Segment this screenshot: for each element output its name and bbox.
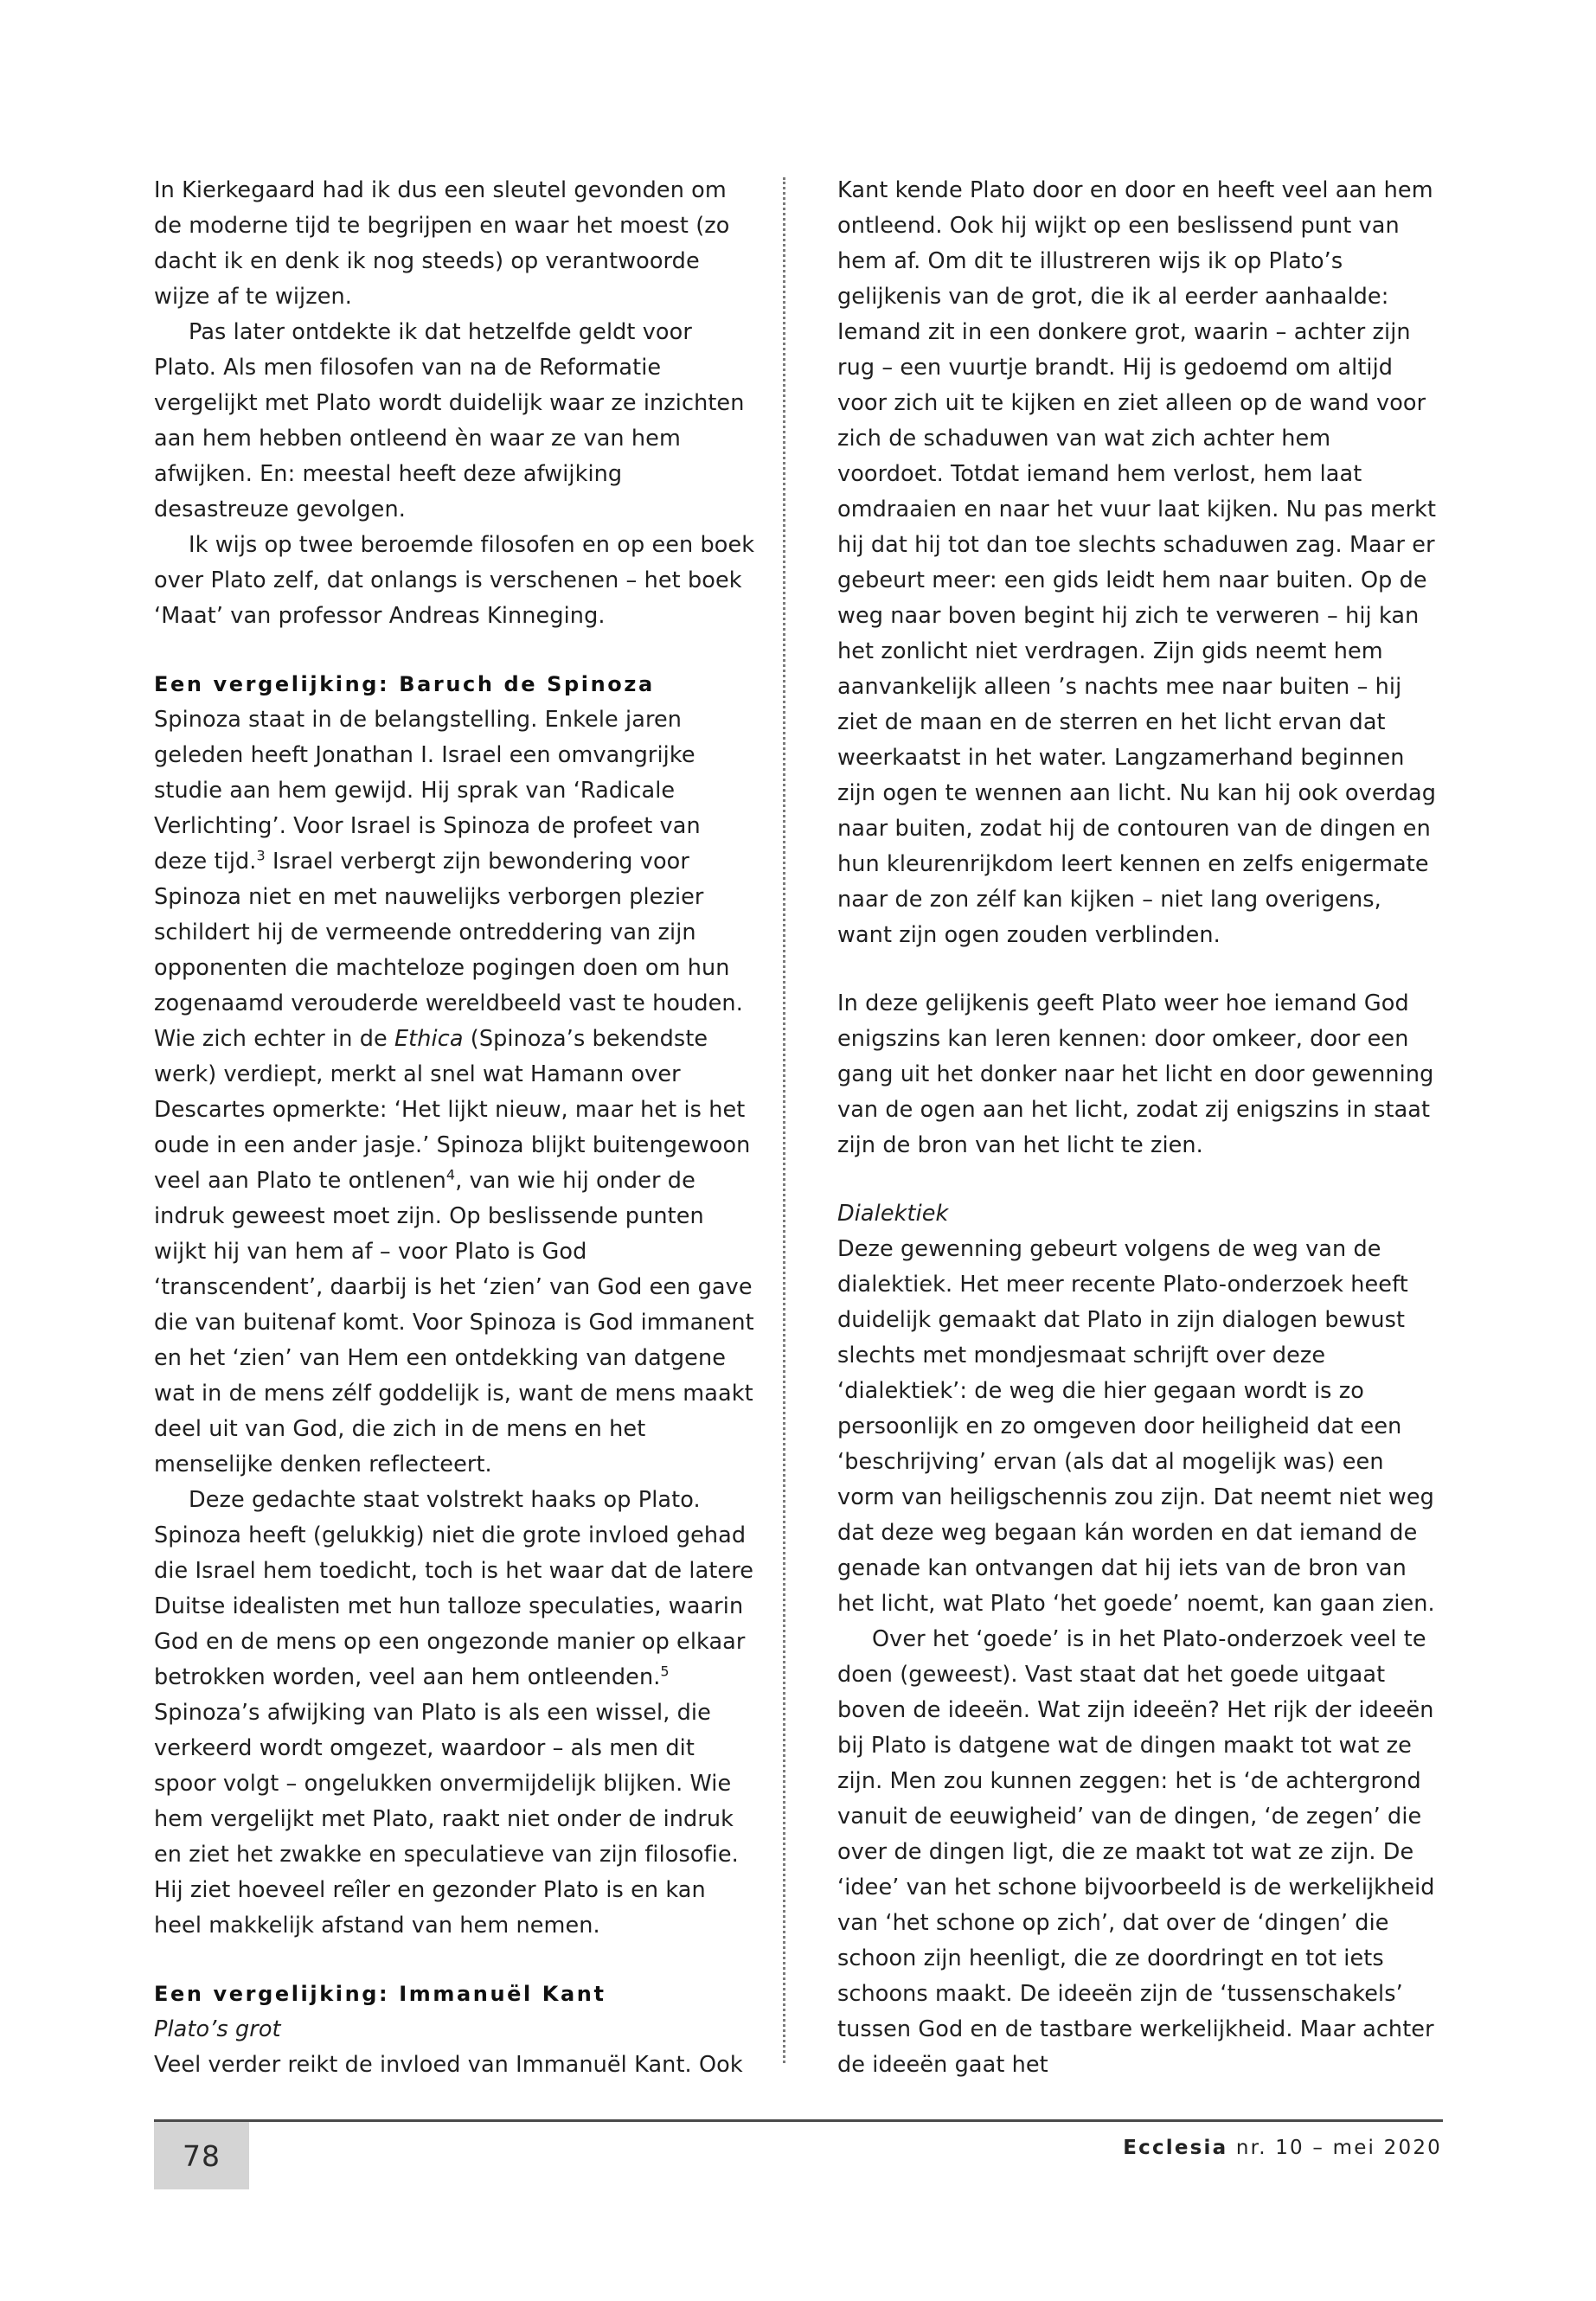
italic-ethica: Ethica (394, 1026, 464, 1052)
footnote-marker-5: 5 (660, 1663, 670, 1680)
spinoza-text-d: , van wie hij onder de indruk geweest moet zijn. Op beslissende punten wijkt hij van hem af – voor Plato is God ‘transcendent’, daarbij is het ‘zien’ van God een gave die van buitenaf komt. Voor Spinoza is God immanent en het ‘zien’ van Hem een ontdekking van datgene wat in de mens zélf goddelijk is, want de mens maakt deel uit van God, die zich in de mens en het menselijke denken reflecteert. (154, 1168, 754, 1477)
paragraph-kant-1: Veel verder reikt de invloed van Immanuël Kant. Ook (154, 2052, 743, 2078)
right-column (837, 173, 1443, 2078)
page-number: 78 (183, 2138, 221, 2173)
left-column (154, 173, 760, 2078)
section-heading-spinoza: Een vergelijking: Baruch de Spinoza (154, 672, 655, 696)
paragraph-het-goede: Over het ‘goede’ is in het Plato-onderzoek veel te doen (geweest). Vast staat dat het goede uitgaat boven de ideeën. Wat zijn ideeën? Het rijk der ideeën bij Plato is datgene wat de dingen maakt tot wat ze zijn. Men zou kunnen zeggen: het is ‘de achtergrond vanuit de eeuwigheid’ van de dingen, ‘de zegen’ die over de dingen ligt, die ze maakt tot wat ze zijn. De ‘idee’ van het schone bijvoorbeeld is de werkelijkheid van ‘het schone op zich’, dat over de ‘dingen’ die schoon zijn heenligt, die ze doordringt en tot iets schoons maakt. De ideeën zijn de ‘tussenschakels’ tussen God en de tastbare werkelijkheid. Maar achter de ideeën gaat het (837, 1626, 1435, 2078)
paragraph-dialektiek: Deze gewenning gebeurt volgens de weg van de dialektiek. Het meer recente Plato-onderzoek heeft duidelijk gemaakt dat Plato in zijn dialogen bewust slechts met mondjesmaat schrijft over deze ‘dialektiek’: de weg die hier gegaan wordt is zo persoonlijk en zo omgeven door heiligheid dat een ‘beschrijving’ ervan (als dat al mogelijk was) een vorm van heiligschennis zou zijn. Dat neemt niet weg dat deze weg begaan kán worden en dat iemand de genade kan ontvangen dat hij iets van de bron van het licht, wat Plato ‘het goede’ noemt, kan gaan zien. (837, 1236, 1435, 1617)
publication-name: Ecclesia (1123, 2137, 1228, 2159)
footer-issue-info (1123, 2137, 1442, 2159)
paragraph-spinoza-2 (154, 1483, 760, 1944)
paragraph-intro: In Kierkegaard had ik dus een sleutel gevonden om de moderne tijd te begrijpen en waar het moest (zo dacht ik en denk ik nog steeds) op verantwoorde wijze af te wijzen. (154, 177, 730, 310)
section-heading-kant: Een vergelijking: Immanuël Kant (154, 1982, 606, 2006)
page-content (154, 173, 1443, 2078)
footnote-marker-3: 3 (256, 847, 266, 864)
subheading-platos-grot: Plato’s grot (154, 2016, 281, 2042)
section-heading-kant-wrap (154, 1977, 760, 2012)
paragraph-gelijkenis-god: In deze gelijkenis geeft Plato weer hoe iemand God enigszins kan leren kennen: door omkeer, door een gang uit het donker naar het licht en door gewenning van de ogen aan het licht, zodat zij enigszins in staat zijn de bron van het licht te zien. (837, 990, 1434, 1158)
page-number-box (154, 2122, 249, 2189)
spinoza-text-b: Israel verbergt zijn bewondering voor Spinoza niet en met nauwelijks verborgen plezier schildert hij de vermeende ontreddering van zijn opponenten die machteloze pogingen doen om hun zogenaamd verouderde wereldbeeld vast te houden. Wie zich echter in de (154, 849, 743, 1052)
paragraph-maat-kinneging: Ik wijs op twee beroemde filosofen en op een boek over Plato zelf, dat onlangs is verschenen – het boek ‘Maat’ van professor Andreas Kinneging. (154, 532, 755, 629)
paragraph-spinoza-1 (154, 702, 760, 1483)
spinoza2-text-b: Spinoza’s afwijking van Plato is als een wissel, die verkeerd wordt omgezet, waardoor – als men dit spoor volgt – ongelukken onvermijdelijk blijken. Wie hem vergelijkt met Plato, raakt niet onder de indruk en ziet het zwakke en speculatieve van zijn filosofie. Hij ziet hoeveel reîler en gezonder Plato is en kan heel makkelijk afstand van hem nemen. (154, 1700, 739, 1939)
footnote-marker-4: 4 (445, 1166, 456, 1183)
spinoza-text-c: (Spinoza’s bekendste werk) verdiept, merkt al snel wat Hamann over Descartes opmerkte: ‘Het lijkt nieuw, maar het is het oude in een ander jasje.’ Spinoza blijkt buitengewoon veel aan Plato te ontlenen (154, 1026, 751, 1194)
spinoza2-text-a: Deze gedachte staat volstrekt haaks op Plato. Spinoza heeft (gelukkig) niet die grote invloed gehad die Israel hem toedicht, toch is het waar dat de latere Duitse idealisten met hun talloze speculaties, waarin God en de mens op een ongezonde manier op elkaar betrokken worden, veel aan hem ontleenden. (154, 1487, 754, 1690)
paragraph-plato-reformatie: Pas later ontdekte ik dat hetzelfde geldt voor Plato. Als men filosofen van na de Reformatie vergelijkt met Plato wordt duidelijk waar ze inzichten aan hem hebben ontleend èn waar ze van hem afwijken. En: meestal heeft deze afwijking desastreuze gevolgen. (154, 319, 745, 522)
spinoza-text-a: Spinoza staat in de belangstelling. Enkele jaren geleden heeft Jonathan I. Israel een omvangrijke studie aan hem gewijd. Hij sprak van ‘Radicale Verlichting’. Voor Israel is Spinoza de profeet van deze tijd. (154, 707, 701, 875)
issue-text: nr. 10 – mei 2020 (1227, 2137, 1442, 2159)
subheading-dialektiek: Dialektiek (837, 1201, 949, 1227)
section-heading-spinoza-wrap (154, 667, 760, 702)
paragraph-kant-plato-grot: Kant kende Plato door en door en heeft veel aan hem ontleend. Ook hij wijkt op een beslissend punt van hem af. Om dit te illustreren wijs ik op Plato’s gelijkenis van de grot, die ik al eerder aanhaalde: Iemand zit in een donkere grot, waarin – achter zijn rug – een vuurtje brandt. Hij is gedoemd om altijd voor zich uit te kijken en ziet alleen op de wand voor zich de schaduwen van wat zich achter hem voordoet. Totdat iemand hem verlost, hem laat omdraaien en naar het vuur laat kijken. Nu pas merkt hij dat hij tot dan toe slechts schaduwen zag. Maar er gebeurt meer: een gids leidt hem naar buiten. Op de weg naar boven begint hij zich te verweren – hij kan het zonlicht niet verdragen. Zijn gids neemt hem aanvankelijk alleen ’s nachts mee naar buiten – hij ziet de maan en de sterren en het licht ervan dat weerkaatst in het water. Langzamerhand beginnen zijn ogen te wennen aan licht. Nu kan hij ook overdag naar buiten, zodat hij de contouren van de dingen en hun kleurenrijkdom leert kennen en zelfs enigermate naar de zon zélf kan kijken – niet lang overigens, want zijn ogen zouden verblinden. (837, 177, 1437, 948)
footer-divider (154, 2119, 1443, 2122)
